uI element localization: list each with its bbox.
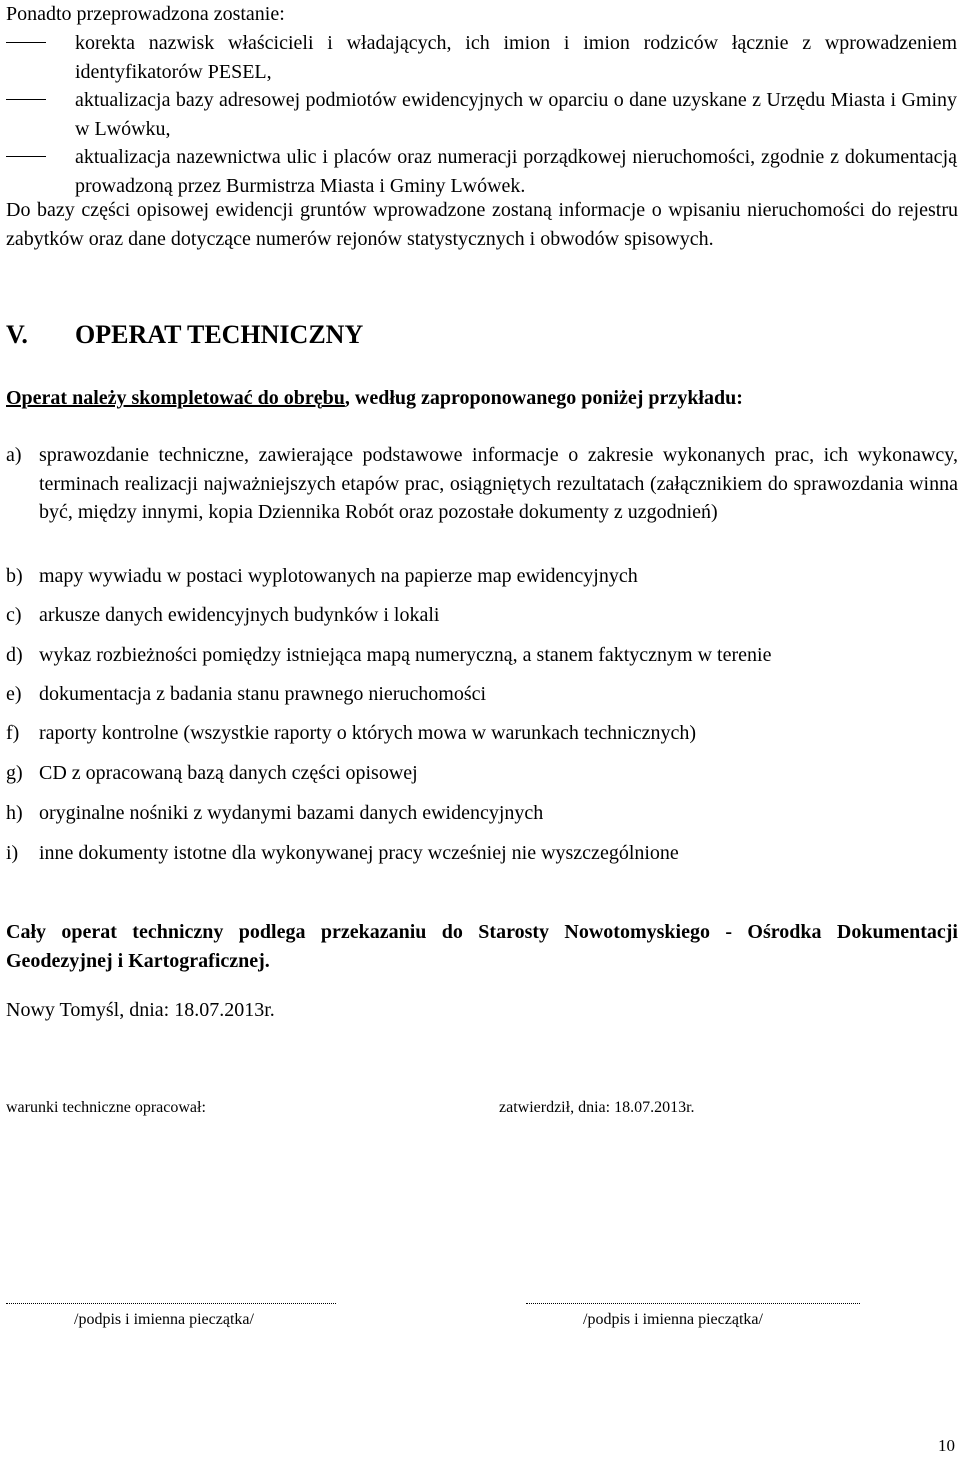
final-statement: Cały operat techniczny podlega przekazaniu do Starosty Nowotomyskiego - Ośrodka Dokumentacji Geodezyjnej i Kartograficznej. — [6, 921, 958, 972]
list-item-text: arkusze danych ewidencyjnych budynków i lokali — [39, 604, 440, 626]
signature-left-label: warunki techniczne opracował: — [6, 1099, 206, 1116]
list-item-text: wykaz rozbieżności pomiędzy istniejąca mapą numeryczną, a stanem faktycznym w terenie — [39, 644, 772, 666]
list-item-text: sprawozdanie techniczne, zawierające podstawowe informacje o zakresie wykonanych prac, ich wykonawcy, terminach realizacji najważniejszych etapów prac, osiągniętych rezultatach (załącznikiem do sprawozdania winna być, między innymi, kopia Dziennika Robót oraz pozostałe dokumenty z uzgodnień) — [39, 444, 958, 523]
signature-left-stamp: /podpis i imienna pieczątka/ — [74, 1311, 254, 1328]
list-item-text: inne dokumenty istotne dla wykonywanej pracy wcześniej nie wyszczególnione — [39, 842, 679, 864]
list-item-label: g) — [6, 762, 23, 784]
bullet-item: aktualizacja nazewnictwa ulic i placów oraz numeracji porządkowej nieruchomości, zgodnie z dokumentacją prowadzoną przez Burmistrza Miasta i Gminy Lwówek. — [75, 146, 957, 197]
list-item-label: c) — [6, 604, 22, 626]
section-title: OPERAT TECHNICZNY — [75, 320, 364, 349]
page-number: 10 — [938, 1436, 955, 1455]
bullet-item: korekta nazwisk właścicieli i władających, ich imion i imion rodziców łącznie z wprowadzeniem identyfikatorów PESEL, — [75, 32, 957, 83]
operat-intro — [6, 384, 743, 413]
signature-right-stamp: /podpis i imienna pieczątka/ — [583, 1311, 763, 1328]
signature-left-line — [6, 1303, 336, 1304]
bullet-dash — [6, 99, 46, 100]
body-paragraph: Do bazy części opisowej ewidencji gruntów wprowadzone zostaną informacje o wpisaniu nieruchomości do rejestru zabytków oraz dane dotyczące numerów rejonów statystycznych i obwodów spisowych. — [6, 199, 958, 250]
list-item-label: a) — [6, 444, 22, 466]
bullet-dash — [6, 156, 46, 157]
list-item-label: b) — [6, 565, 23, 587]
list-item-text: raporty kontrolne (wszystkie raporty o których mowa w warunkach technicznych) — [39, 722, 697, 744]
signature-right-label: zatwierdził, dnia: 18.07.2013r. — [499, 1099, 695, 1116]
list-item-text: mapy wywiadu w postaci wyplotowanych na papierze map ewidencyjnych — [39, 565, 638, 587]
list-item-text: oryginalne nośniki z wydanymi bazami danych ewidencyjnych — [39, 802, 544, 824]
date-line: Nowy Tomyśl, dnia: 18.07.2013r. — [6, 999, 275, 1021]
list-item-text: dokumentacja z badania stanu prawnego nieruchomości — [39, 683, 487, 705]
list-item-label: d) — [6, 644, 23, 666]
list-item-label: h) — [6, 802, 23, 824]
list-item-label: i) — [6, 842, 19, 864]
list-item-label: e) — [6, 683, 22, 705]
operat-intro-underlined: Operat należy skompletować do obrębu — [6, 387, 345, 409]
section-heading — [6, 318, 363, 352]
list-item-label: f) — [6, 722, 20, 744]
intro-text: Ponadto przeprowadzona zostanie: — [6, 3, 285, 25]
operat-intro-rest: , według zaproponowanego poniżej przykładu: — [344, 387, 743, 409]
list-item-text: CD z opracowaną bazą danych części opisowej — [39, 762, 418, 784]
bullet-item: aktualizacja bazy adresowej podmiotów ewidencyjnych w oparciu o dane uzyskane z Urzędu Miasta i Gminy w Lwówku, — [75, 89, 957, 140]
signature-right-line — [526, 1303, 860, 1304]
bullet-dash — [6, 42, 46, 43]
section-number: V. — [6, 320, 28, 349]
